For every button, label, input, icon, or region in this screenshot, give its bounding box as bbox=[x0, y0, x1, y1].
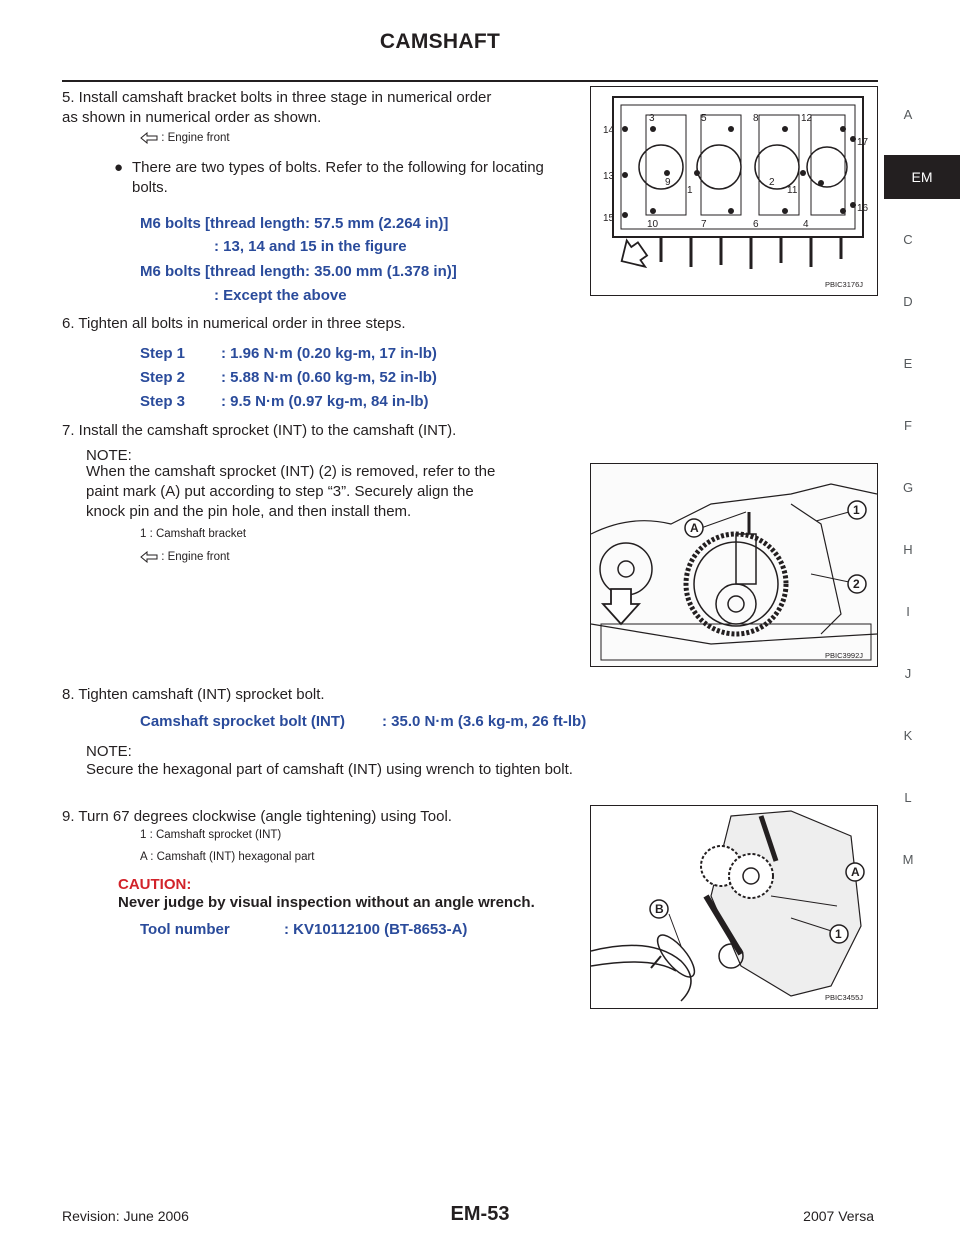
svg-text:6: 6 bbox=[753, 219, 759, 230]
step5-text: 5. Install camshaft bracket bolts in three stage in numerical order as shown in numerical order as shown. bbox=[62, 89, 492, 126]
step9-legend-1: 1 : Camshaft sprocket (INT) bbox=[140, 829, 282, 841]
figure-bolt-order bbox=[590, 86, 878, 296]
side-tab-i[interactable]: I bbox=[906, 604, 910, 619]
callout-b: B bbox=[655, 902, 664, 916]
svg-text:11: 11 bbox=[787, 185, 798, 196]
step6-text: 6. Tighten all bolts in numerical order in three steps. bbox=[62, 315, 406, 332]
svg-text:10: 10 bbox=[647, 219, 659, 230]
step7-legend-1: 1 : Camshaft bracket bbox=[140, 528, 247, 540]
svg-text:16: 16 bbox=[857, 203, 869, 214]
step5-bullet bbox=[114, 158, 578, 198]
figure-sprocket-install bbox=[590, 463, 878, 667]
figure1-code: PBIC3176J bbox=[825, 280, 863, 289]
svg-text:9: 9 bbox=[665, 177, 671, 188]
callout-2: 2 bbox=[853, 577, 860, 591]
svg-text:17: 17 bbox=[857, 137, 869, 148]
side-tab-a[interactable]: A bbox=[903, 107, 913, 122]
m6-short-label: M6 bolts [thread length: 35.00 mm (1.378 in)] bbox=[140, 263, 457, 280]
step8-note-label: NOTE: bbox=[86, 743, 132, 760]
step7-note-label: NOTE: bbox=[86, 447, 132, 464]
m6-long-value: : 13, 14 and 15 in the figure bbox=[214, 238, 407, 255]
figure3-code: PBIC3455J bbox=[825, 993, 863, 1002]
side-tab-l[interactable]: L bbox=[904, 790, 912, 805]
step6-step2 bbox=[140, 368, 437, 388]
figure-angle-tightening bbox=[590, 805, 878, 1009]
bullet-text: There are two types of bolts. Refer to the following for locating bolts. bbox=[132, 159, 544, 196]
svg-text:2: 2 bbox=[769, 177, 775, 188]
callout-1: 1 bbox=[853, 503, 860, 517]
svg-text:1: 1 bbox=[687, 185, 693, 196]
caution-label: CAUTION: bbox=[118, 876, 192, 893]
tool-value: : KV10112100 (BT-8653-A) bbox=[284, 921, 468, 938]
footer-model: 2007 Versa bbox=[803, 1208, 874, 1224]
footer-page-number: EM-53 bbox=[450, 1203, 510, 1225]
step2-value: : 5.88 N·m (0.60 kg-m, 52 in-lb) bbox=[221, 369, 437, 386]
bullet-icon: ● bbox=[114, 159, 124, 176]
callout-1: 1 bbox=[835, 927, 842, 941]
spec-value: : 35.0 N·m (3.6 kg-m, 26 ft-lb) bbox=[382, 713, 587, 730]
svg-text:13: 13 bbox=[603, 171, 615, 182]
callout-a: A bbox=[690, 521, 699, 535]
svg-text:8: 8 bbox=[753, 113, 759, 124]
step3-label: Step 3 bbox=[140, 393, 186, 410]
svg-text:14: 14 bbox=[603, 125, 615, 136]
side-tab-c[interactable]: C bbox=[903, 232, 913, 247]
side-tab-em[interactable]: EM bbox=[884, 155, 960, 199]
step3-value: : 9.5 N·m (0.97 kg-m, 84 in-lb) bbox=[221, 393, 429, 410]
side-tab-h[interactable]: H bbox=[903, 542, 913, 557]
svg-text:15: 15 bbox=[603, 213, 615, 224]
side-tab-e[interactable]: E bbox=[903, 356, 913, 371]
svg-text:3: 3 bbox=[649, 113, 655, 124]
side-tab-d[interactable]: D bbox=[903, 294, 913, 309]
side-tab-j[interactable]: J bbox=[904, 666, 912, 681]
tool-number bbox=[140, 920, 467, 940]
tool-label: Tool number bbox=[140, 921, 230, 938]
m6-short-value: : Except the above bbox=[214, 287, 347, 304]
step7-note-text: When the camshaft sprocket (INT) (2) is removed, refer to the paint mark (A) put according to step “3”. Securely align the knock pin and the pin hole, and then install them. bbox=[86, 463, 496, 520]
footer-revision: Revision: June 2006 bbox=[62, 1208, 189, 1224]
legend-engine-front: : Engine front bbox=[161, 132, 230, 144]
svg-text:12: 12 bbox=[801, 113, 813, 124]
step7-legend-front bbox=[140, 550, 230, 565]
m6-long-label: M6 bolts [thread length: 57.5 mm (2.264 in)] bbox=[140, 215, 449, 232]
arrow-left-icon bbox=[140, 551, 158, 563]
page-title: CAMSHAFT bbox=[379, 30, 501, 53]
step8-text: 8. Tighten camshaft (INT) sprocket bolt. bbox=[62, 686, 325, 703]
figure2-code: PBIC3992J bbox=[825, 651, 863, 660]
step8-note-text: Secure the hexagonal part of camshaft (INT) using wrench to tighten bolt. bbox=[86, 761, 573, 778]
step6-step3 bbox=[140, 392, 429, 412]
legend-engine-front: : Engine front bbox=[161, 551, 230, 563]
step9-legend-a: A : Camshaft (INT) hexagonal part bbox=[140, 851, 315, 863]
step2-label: Step 2 bbox=[140, 369, 186, 386]
side-tab-m[interactable]: M bbox=[902, 852, 914, 867]
step8-spec bbox=[140, 712, 586, 732]
svg-text:4: 4 bbox=[803, 219, 809, 230]
svg-text:7: 7 bbox=[701, 219, 707, 230]
step1-label: Step 1 bbox=[140, 345, 186, 362]
step9-text: 9. Turn 67 degrees clockwise (angle tightening) using Tool. bbox=[62, 808, 452, 825]
step1-value: : 1.96 N·m (0.20 kg-m, 17 in-lb) bbox=[221, 345, 437, 362]
header-rule bbox=[62, 80, 878, 82]
callout-a: A bbox=[851, 865, 860, 879]
side-tab-f[interactable]: F bbox=[904, 418, 912, 433]
side-tab-g[interactable]: G bbox=[902, 480, 914, 495]
step7-text: 7. Install the camshaft sprocket (INT) to the camshaft (INT). bbox=[62, 422, 457, 439]
svg-text:5: 5 bbox=[701, 113, 707, 124]
caution-text: Never judge by visual inspection without an angle wrench. bbox=[118, 894, 535, 911]
step5-legend bbox=[140, 131, 230, 146]
side-tab-k[interactable]: K bbox=[903, 728, 913, 743]
step6-step1 bbox=[140, 344, 437, 364]
arrow-left-icon bbox=[140, 132, 158, 144]
spec-label: Camshaft sprocket bolt (INT) bbox=[140, 713, 346, 730]
